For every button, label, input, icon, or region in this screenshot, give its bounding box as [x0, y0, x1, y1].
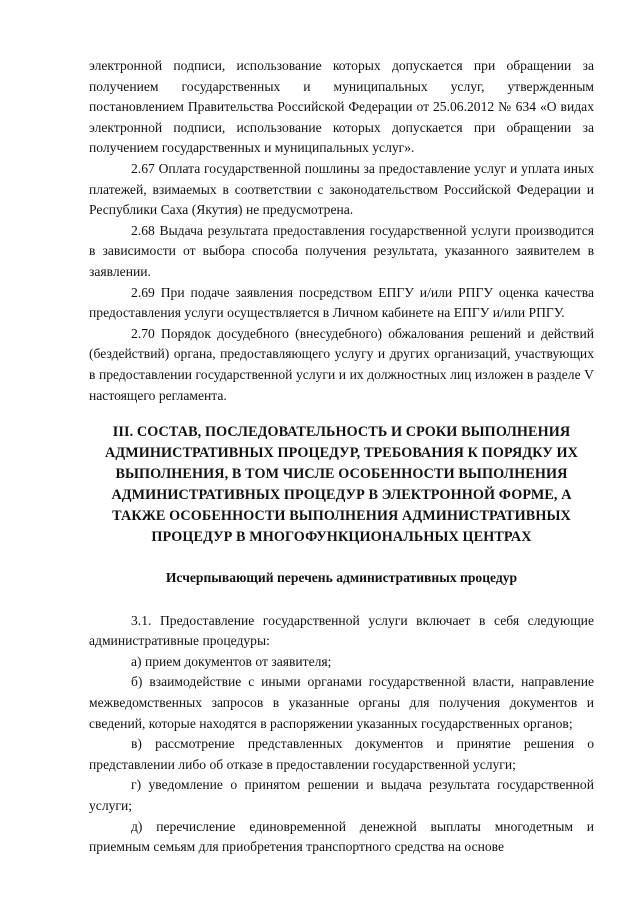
paragraph-2-70: 2.70 Порядок досудебного (внесудебного) обжалования решений и действий (бездействий) органа, предоставляющего услугу и других организаций, участвующих в предоставлении государственной услуги и их должностных лиц изложен в разделе V настоящего регламента.	[89, 325, 594, 403]
paragraph-2-67: 2.67 Оплата государственной пошлины за предоставление услуг и уплата иных платежей, взимаемых в соответствии с законодательством Российской Федерации и Республики Саха (Якутия) не предусмотрена.	[89, 160, 594, 218]
document-page	[89, 56, 594, 858]
list-item-b: б) взаимодействие с иными органами государственной власти, направление межведомственных запросов в указанные органы для получения документов и сведений, которые находятся в распоряжении указанных государственных органов;	[89, 674, 594, 731]
paragraph-3-1: 3.1. Предоставление государственной услуги включает в себя следующие административные процедуры:	[89, 612, 594, 649]
paragraph-2-69: 2.69 При подаче заявления посредством ЕПГУ и/или РПГУ оценка качества предоставления услуги осуществляется в Личном кабинете на ЕПГУ и/или РПГУ.	[89, 284, 594, 321]
list-item-v: в) рассмотрение представленных документов и принятие решения о представлении либо об отказе в предоставлении государственной услуги;	[89, 736, 594, 772]
subheading: Исчерпывающий перечень административных процедур	[165, 570, 518, 586]
paragraph-2-68: 2.68 Выдача результата предоставления государственной услуги производится в зависимости от выбора способа получения результата, указанного заявителем в заявлении.	[89, 222, 594, 279]
list-item-d: д) перечисление единовременной денежной выплаты многодетным и приемным семьям для приобретения транспортного средства на основе	[89, 818, 594, 855]
list-item-g: г) уведомление о принятом решении и выдача результата государственной услуги;	[89, 777, 594, 814]
paragraph-e-signature: электронной подписи, использование которых допускается при обращении за получением государственных и муниципальных услуг, утвержденным постановлением Правительства Российской Федерации от 25.06.2012 № 634 «О видах электронной подписи, использование которых допускается при обращении за получением государственных и муниципальных услуг».	[89, 58, 594, 156]
list-item-a: а) прием документов от заявителя;	[131, 653, 332, 669]
section-heading: III. СОСТАВ, ПОСЛЕДОВАТЕЛЬНОСТЬ И СРОКИ ВЫПОЛНЕНИЯ АДМИНИСТРАТИВНЫХ ПРОЦЕДУР, ТРЕБОВАНИЯ К ПОРЯДКУ ИХ ВЫПОЛНЕНИЯ, В ТОМ ЧИСЛЕ ОСОБЕННОСТИ ВЫПОЛНЕНИЯ АДМИНИСТРАТИВНЫХ ПРОЦЕДУР В ЭЛЕКТРОННОЙ ФОРМЕ, А ТАКЖЕ ОСОБЕННОСТИ ВЫПОЛНЕНИЯ АДМИНИСТРАТИВНЫХ ПРОЦЕДУР В МНОГОФУНКЦИОНАЛЬНЫХ ЦЕНТРАХ	[105, 424, 578, 546]
